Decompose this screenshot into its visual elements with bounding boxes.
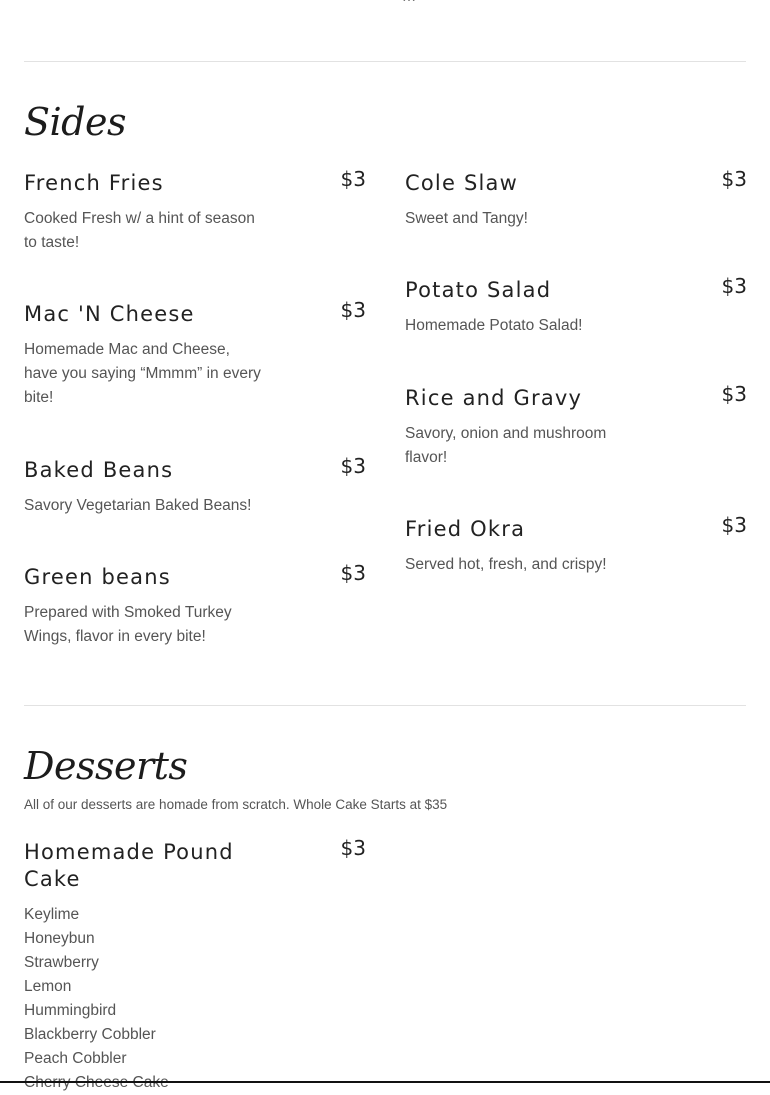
menu-item-cole-slaw bbox=[405, 167, 747, 231]
viewport-bottom-edge bbox=[0, 1081, 770, 1083]
sides-section-title: Sides bbox=[24, 100, 126, 144]
menu-item-homemade-pound-cake bbox=[24, 836, 366, 1095]
flavor-item: Strawberry bbox=[24, 954, 99, 971]
menu-item-rice-and-gravy bbox=[405, 382, 747, 470]
item-name: Mac 'N Cheese bbox=[24, 302, 195, 326]
item-price: $3 bbox=[340, 454, 366, 478]
item-price: $3 bbox=[721, 513, 747, 537]
item-description: Sweet and Tangy! bbox=[405, 210, 528, 227]
flavor-item: Keylime bbox=[24, 906, 80, 923]
item-price: $3 bbox=[721, 274, 747, 298]
flavor-item: Hummingbird bbox=[24, 1002, 117, 1019]
menu-item-baked-beans bbox=[24, 454, 366, 518]
item-name: Cole Slaw bbox=[405, 171, 518, 195]
menu-item-potato-salad bbox=[405, 274, 747, 338]
desserts-section-title: Desserts bbox=[24, 744, 188, 788]
item-description: Homemade Mac and Cheese, have you saying “Mmmm” in every bite! bbox=[24, 341, 261, 406]
menu-item-green-beans bbox=[24, 561, 366, 649]
item-name: Homemade Pound Cake bbox=[24, 840, 234, 891]
flavor-item: Honeybun bbox=[24, 930, 95, 947]
item-name: Baked Beans bbox=[24, 458, 174, 482]
desserts-note: All of our desserts are homade from scratch. Whole Cake Starts at $35 bbox=[24, 797, 448, 812]
section-divider bbox=[24, 61, 746, 62]
flavor-item: Blackberry Cobbler bbox=[24, 1026, 156, 1043]
item-description: Savory, onion and mushroom flavor! bbox=[405, 425, 607, 466]
menu-item-fried-okra bbox=[405, 513, 747, 577]
item-price: $3 bbox=[340, 298, 366, 322]
item-name: Rice and Gravy bbox=[405, 386, 583, 410]
flavor-item: Lemon bbox=[24, 978, 72, 995]
menu-item-french-fries bbox=[24, 167, 366, 255]
item-price: $3 bbox=[721, 167, 747, 191]
item-name: Potato Salad bbox=[405, 278, 552, 302]
item-price: $3 bbox=[340, 561, 366, 585]
flavor-list bbox=[24, 903, 366, 1095]
item-price: $3 bbox=[721, 382, 747, 406]
item-price: $3 bbox=[340, 167, 366, 191]
flavor-item: Peach Cobbler bbox=[24, 1050, 127, 1067]
item-price: $3 bbox=[340, 836, 366, 860]
item-description: Served hot, fresh, and crispy! bbox=[405, 556, 607, 573]
menu-item-mac-n-cheese bbox=[24, 298, 366, 410]
item-name: French Fries bbox=[24, 171, 164, 195]
item-name: Green beans bbox=[24, 565, 171, 589]
flavor-item bbox=[24, 1071, 366, 1095]
item-description: Homemade Potato Salad! bbox=[405, 317, 583, 334]
item-description: Savory Vegetarian Baked Beans! bbox=[24, 497, 252, 514]
item-name: Fried Okra bbox=[405, 517, 526, 541]
item-description: Cooked Fresh w/ a hint of season to taste! bbox=[24, 210, 255, 251]
item-description: Prepared with Smoked Turkey Wings, flavor in every bite! bbox=[24, 604, 232, 645]
section-divider bbox=[24, 705, 746, 706]
previous-item-fragment bbox=[402, 0, 432, 2]
